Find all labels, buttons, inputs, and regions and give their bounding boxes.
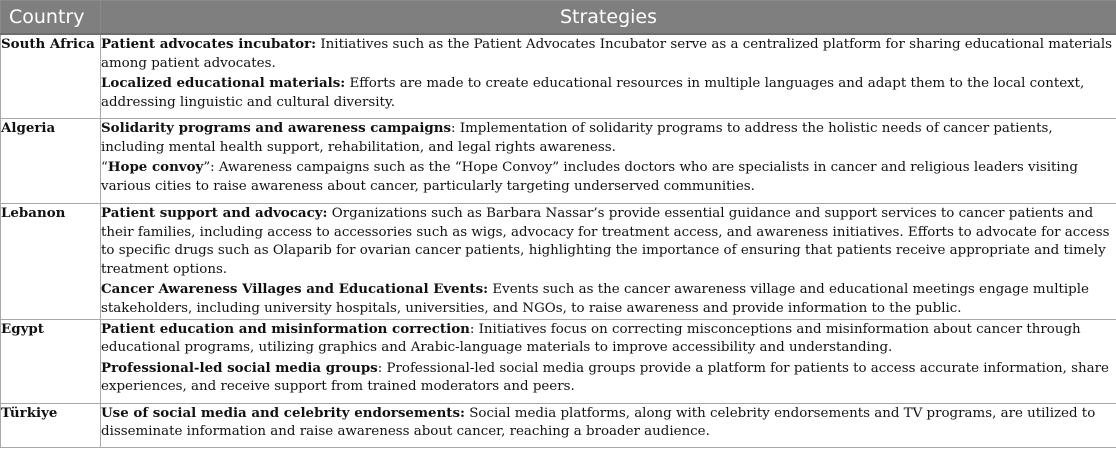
strategy-paragraph (101, 158, 1116, 196)
strategies-cell (101, 119, 1116, 204)
strategy-lead: Solidarity programs and awareness campaigns (101, 120, 452, 136)
strategy-lead: Hope convoy (107, 159, 204, 176)
strategy-paragraph (101, 359, 1116, 397)
strategy-text: ”: Awareness campaigns such as the “Hope Convoy” includes doctors who are specialists in cancer and religious leaders visiting various cities to raise awareness about cancer, particularly targeting underserved communities. (101, 160, 1078, 194)
strategy-lead: Professional-led social media groups (101, 359, 378, 376)
strategy-lead: Patient education and misinformation correction (101, 320, 470, 337)
strategy-text: Efforts are made to create educational resources in multiple languages and adapt them to the local context, addressing linguistic and cultural diversity. (101, 76, 1085, 110)
strategy-text: : Professional-led social media groups provide a platform for patients to access accurate information, share experiences, and receive support from trained moderators and peers. (101, 360, 1109, 395)
country-cell: Algeria (1, 119, 101, 204)
table-row (1, 34, 1116, 119)
strategies-column-header: Strategies (101, 1, 1116, 35)
strategy-text: Social media platforms, along with celebrity endorsements and TV programs, are utilized to disseminate information and raise awareness about cancer, reaching a broader audience. (101, 405, 1096, 440)
strategies-cell (101, 34, 1116, 119)
country-cell: Egypt (1, 319, 101, 403)
strategy-lead: Cancer Awareness Villages and Educational Events: (101, 281, 489, 298)
strategy-paragraph (101, 74, 1116, 112)
strategies-cell (101, 204, 1116, 320)
header-row (1, 1, 1116, 35)
strategy-lead: Localized educational materials: (101, 75, 346, 92)
strategy-paragraph (101, 280, 1116, 318)
strategy-lead: Use of social media and celebrity endorsements: (101, 404, 465, 421)
country-cell: South Africa (1, 34, 101, 119)
strategy-paragraph (101, 204, 1116, 279)
table-row (1, 204, 1116, 320)
strategy-lead: Patient support and advocacy: (101, 205, 328, 221)
strategy-paragraph (101, 404, 1116, 442)
strategy-text: : Initiatives focus on correcting misconceptions and misinformation about cancer through educational programs, utilizing graphics and Arabic-language materials to improve accessibility and understanding. (101, 321, 1081, 356)
strategy-text: : Implementation of solidarity programs to address the holistic needs of cancer patients, including mental health support, rehabilitation, and legal rights awareness. (101, 121, 1053, 155)
strategy-lead: Patient advocates incubator: (101, 36, 317, 52)
country-cell: Lebanon (1, 204, 101, 320)
strategy-text: Organizations such as Barbara Nassar’s provide essential guidance and support services to cancer patients and their families, including access to accessories such as wigs, advocacy for treatment access, and awareness initiatives. Efforts to advocate for access to specific drugs such as Olaparib for ovarian cancer patients, highlighting the importance of ensuring that patients receive appropriate and timely treatment options. (101, 206, 1110, 277)
country-column-header: Country (1, 1, 101, 35)
table-row (1, 403, 1116, 447)
strategies-cell (101, 319, 1116, 403)
strategy-paragraph (101, 119, 1116, 157)
strategy-paragraph (101, 35, 1116, 73)
country-cell: Türkiye (1, 403, 101, 447)
strategy-paragraph (101, 320, 1116, 358)
strategy-text: Initiatives such as the Patient Advocates Incubator serve as a centralized platform for sharing educational materials among patient advocates. (101, 37, 1113, 71)
strategies-cell (101, 403, 1116, 447)
strategy-text: Events such as the cancer awareness village and educational meetings engage multiple stakeholders, including university hospitals, universities, and NGOs, to raise awareness and provide information to the public. (101, 282, 1089, 316)
table-row (1, 319, 1116, 403)
open-quote: “ (101, 160, 108, 176)
table-row (1, 119, 1116, 204)
